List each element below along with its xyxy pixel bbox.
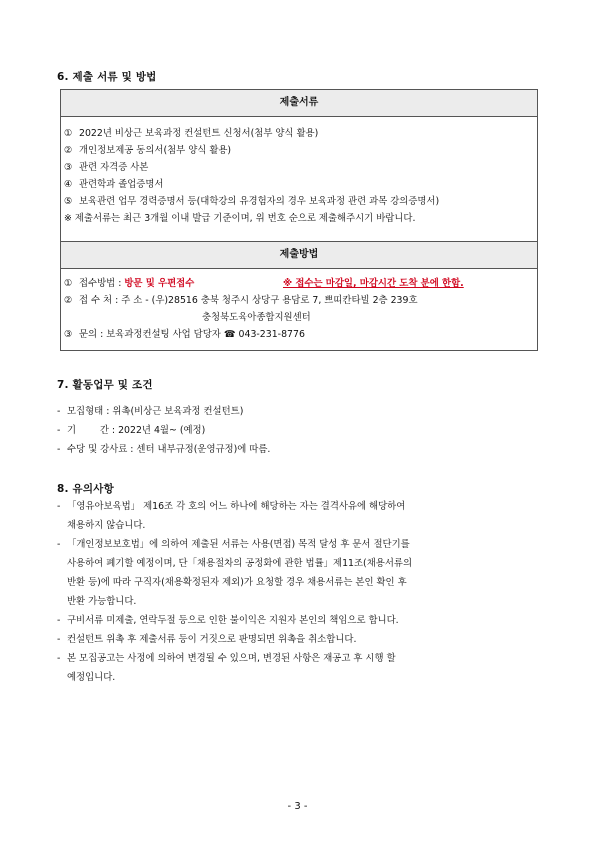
section-8-title: 8. 유의사항 bbox=[57, 483, 114, 495]
method-line-2b: 충청북도육아종합지원센터 bbox=[202, 312, 311, 323]
documents-box bbox=[60, 89, 538, 242]
phone-icon: ☎ bbox=[223, 329, 236, 340]
doc-item-2: ② 개인정보제공 동의서(첨부 양식 활용) bbox=[64, 145, 232, 156]
list-item: - 구비서류 미제출, 연락두절 등으로 인한 불이익은 지원자 본인의 책임으로 합니다. bbox=[57, 615, 399, 626]
doc-item-1: ① 2022년 비상근 보육과정 컨설턴트 신청서(첨부 양식 활용) bbox=[64, 128, 319, 139]
list-item: - 모집형태 : 위촉(비상근 보육과정 컨설턴트) bbox=[57, 406, 244, 417]
doc-item-3: ③ 관련 자격증 사본 bbox=[64, 162, 149, 173]
list-item: - 「영유아보육법」 제16조 각 호의 어느 하나에 해당하는 자는 결격사유에 해당하여 채용하지 않습니다. bbox=[57, 501, 406, 531]
method-line-2: ② 접 수 처 : 주 소 - (우)28516 충북 청주시 상당구 용담로 7, 쁘띠칸타빌 2층 239호 bbox=[64, 295, 418, 306]
method-header: 제출방법 bbox=[61, 242, 537, 269]
section-7-title: 7. 활동업무 및 조건 bbox=[57, 379, 153, 391]
method-value: 방문 및 우편접수 bbox=[124, 278, 195, 289]
section-6-title: 6. 제출 서류 및 방법 bbox=[57, 71, 157, 83]
page-number: - 3 - bbox=[287, 801, 308, 812]
list-item: - 「개인정보보호법」에 의하여 제출된 서류는 사용(면접) 목적 달성 후 문서 절단기를 사용하여 폐기할 예정이며, 단「채용절차의 공정화에 관한 법률」제11조(채용서류의 반환 등)에 따라 구직자(채용확정된자 제외)가 요청할 경우 채용서류는 본인 확인 후 반환 가능합니다. bbox=[57, 539, 413, 607]
list-item: - 수당 및 강사료 : 센터 내부규정(운영규정)에 따름. bbox=[57, 444, 271, 455]
docs-note: ※ 제출서류는 최근 3개월 이내 발급 기준이며, 위 번호 순으로 제출해주시기 바랍니다. bbox=[64, 213, 416, 224]
deadline-note: ※ 접수는 마감일, 마감시간 도착 분에 한함. bbox=[283, 278, 464, 289]
list-item: - 본 모집공고는 사정에 의하여 변경될 수 있으며, 변경된 사항은 재공고 후 시행 할 예정입니다. bbox=[57, 653, 396, 683]
method-box bbox=[60, 241, 538, 351]
list-item: - 컨설턴트 위촉 후 제출서류 등이 거짓으로 판명되면 위촉을 취소합니다. bbox=[57, 634, 357, 645]
section-8-list bbox=[57, 497, 542, 687]
section-7-list bbox=[57, 402, 542, 459]
doc-item-5: ⑤ 보육관련 업무 경력증명서 등(대학강의 유경험자의 경우 보육과정 관련 과목 강의증명서) bbox=[64, 196, 440, 207]
method-line-1: ① 접수방법 : 방문 및 우편접수 ※ 접수는 마감일, 마감시간 도착 분에 한함. bbox=[61, 275, 537, 292]
doc-item-4: ④ 관련학과 졸업증명서 bbox=[64, 179, 164, 190]
documents-header: 제출서류 bbox=[61, 90, 537, 117]
method-line-3: ③ 문의 : 보육과정컨설팅 사업 담당자 ☎ 043-231-8776 bbox=[64, 329, 305, 340]
list-item: - 기 간 : 2022년 4월~ (예정) bbox=[57, 425, 206, 436]
